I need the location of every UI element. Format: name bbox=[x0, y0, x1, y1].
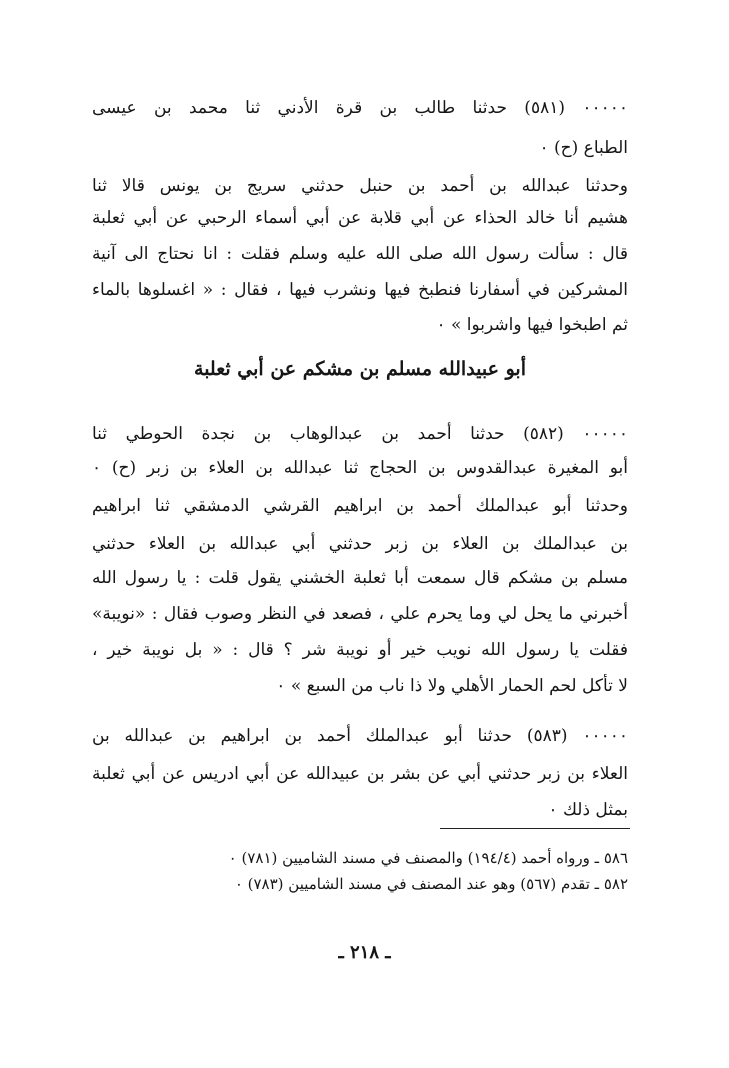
hadith-582-line-2: أبو المغيرة عبدالقدوس بن الحجاج ثنا عبدالله بن العلاء بن زبر (ح) ٠ bbox=[92, 458, 628, 478]
footnote-divider bbox=[440, 828, 630, 829]
hadith-581-line-5: قال : سألت رسول الله صلى الله عليه وسلم فقلت : انا نحتاج الى آنية bbox=[92, 244, 628, 264]
hadith-582-line-7: فقلت يا رسول الله نويب خير أو نويبة شر ؟ قال : « بل نويبة خير ، bbox=[92, 640, 628, 660]
section-heading: أبو عبيدالله مسلم بن مشكم عن أبي ثعلبة bbox=[194, 358, 526, 380]
hadith-581-line-3: وحدثنا عبدالله بن أحمد بن حنبل حدثني سريج بن يونس قالا ثنا bbox=[92, 176, 628, 196]
hadith-581-line-4: هشيم أنا خالد الحذاء عن أبي قلابة عن أبي أسماء الرحبي عن أبي ثعلبة bbox=[92, 208, 628, 228]
hadith-583-line-1: ٠٠٠٠٠ (٥٨٣) حدثنا أبو عبدالملك أحمد بن ابراهيم بن عبدالله بن bbox=[92, 726, 628, 746]
hadith-581-line-2: الطباع (ح) ٠ bbox=[539, 138, 628, 158]
hadith-581-line-6: المشركين في أسفارنا فنطبخ فيها ونشرب فيها ، فقال : « اغسلوها بالماء bbox=[92, 280, 628, 300]
hadith-582-line-6: أخبرني ما يحل لي وما يحرم علي ، فصعد في النظر وصوب فقال : «نويبة» bbox=[92, 604, 628, 624]
hadith-583-line-3: بمثل ذلك ٠ bbox=[548, 800, 628, 820]
hadith-582-line-8: لا تأكل لحم الحمار الأهلي ولا ذا ناب من السبع » ٠ bbox=[276, 676, 628, 696]
hadith-581-line-7: ثم اطبخوا فيها واشربوا » ٠ bbox=[436, 315, 628, 335]
footnote-1: ٥٨٦ ـ ورواه أحمد (١٩٤/٤) والمصنف في مسند الشاميين (٧٨١) ٠ bbox=[228, 849, 628, 867]
hadith-583-line-2: العلاء بن زبر حدثني أبي عن بشر بن عبيدالله عن أبي ادريس عن أبي ثعلبة bbox=[92, 764, 628, 784]
page-number: ـ ٢١٨ ـ bbox=[338, 942, 391, 963]
hadith-582-line-5: مسلم بن مشكم قال سمعت أبا ثعلبة الخشني يقول قلت : يا رسول الله bbox=[92, 568, 628, 588]
hadith-582-line-4: بن عبدالملك بن العلاء بن زبر حدثني أبي عبدالله بن العلاء حدثني bbox=[92, 534, 628, 554]
hadith-582-line-3: وحدثنا أبو عبدالملك أحمد بن ابراهيم القرشي الدمشقي ثنا ابراهيم bbox=[92, 496, 628, 516]
hadith-581-line-1: ٠٠٠٠٠ (٥٨١) حدثنا طالب بن قرة الأدني ثنا محمد بن عيسى bbox=[92, 98, 628, 118]
hadith-582-line-1: ٠٠٠٠٠ (٥٨٢) حدثنا أحمد بن عبدالوهاب بن نجدة الحوطي ثنا bbox=[92, 424, 628, 444]
footnote-2: ٥٨٢ ـ تقدم (٥٦٧) وهو عند المصنف في مسند الشاميين (٧٨٣) ٠ bbox=[234, 875, 628, 893]
